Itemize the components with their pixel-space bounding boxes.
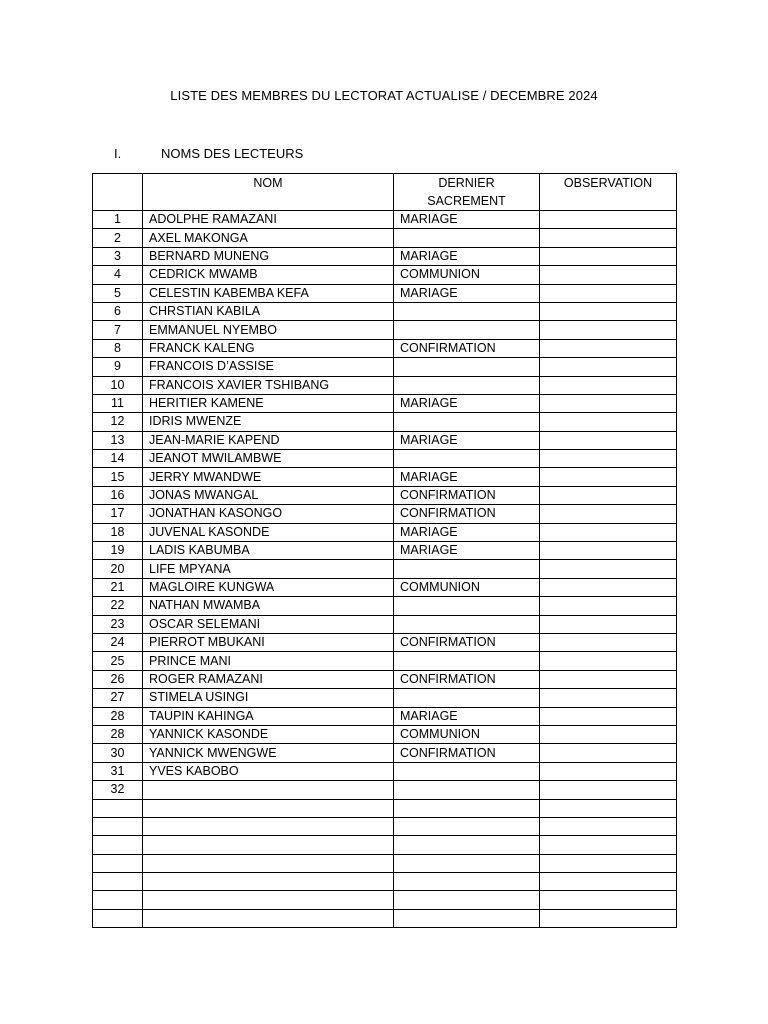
last-sacrament: CONFIRMATION (394, 744, 540, 762)
member-name: LADIS KABUMBA (143, 542, 394, 560)
member-name: STIMELA USINGI (143, 689, 394, 707)
table-row (93, 542, 677, 560)
table-row (93, 358, 677, 376)
observation (540, 909, 677, 927)
row-number: 20 (93, 560, 143, 578)
observation (540, 431, 677, 449)
member-name (143, 817, 394, 835)
page-title: LISTE DES MEMBRES DU LECTORAT ACTUALISE / DECEMBRE 2024 (170, 88, 598, 103)
last-sacrament: MARIAGE (394, 247, 540, 265)
row-number: 27 (93, 689, 143, 707)
observation (540, 266, 677, 284)
row-number: 26 (93, 670, 143, 688)
last-sacrament (394, 762, 540, 780)
row-number: 31 (93, 762, 143, 780)
last-sacrament: MARIAGE (394, 284, 540, 302)
row-number: 15 (93, 468, 143, 486)
member-name: JEAN-MARIE KAPEND (143, 431, 394, 449)
member-name (143, 836, 394, 854)
member-name: JONAS MWANGAL (143, 486, 394, 504)
row-number: 16 (93, 486, 143, 504)
table-row (93, 873, 677, 891)
observation (540, 707, 677, 725)
member-name (143, 854, 394, 872)
row-number: 11 (93, 394, 143, 412)
observation (540, 891, 677, 909)
table-row (93, 781, 677, 799)
member-name: MAGLOIRE KUNGWA (143, 578, 394, 596)
observation (540, 781, 677, 799)
table-row (93, 247, 677, 265)
last-sacrament (394, 891, 540, 909)
member-name: JUVENAL KASONDE (143, 523, 394, 541)
table-row (93, 909, 677, 927)
member-name: JEANOT MWILAMBWE (143, 450, 394, 468)
row-number (93, 909, 143, 927)
table-row (93, 468, 677, 486)
table-body (93, 211, 677, 928)
table-row (93, 560, 677, 578)
observation (540, 339, 677, 357)
table-row (93, 229, 677, 247)
last-sacrament: CONFIRMATION (394, 505, 540, 523)
row-number: 2 (93, 229, 143, 247)
last-sacrament (394, 817, 540, 835)
last-sacrament: CONFIRMATION (394, 339, 540, 357)
last-sacrament: COMMUNION (394, 578, 540, 596)
observation (540, 873, 677, 891)
row-number (93, 854, 143, 872)
observation (540, 247, 677, 265)
last-sacrament (394, 799, 540, 817)
row-number: 5 (93, 284, 143, 302)
row-number: 32 (93, 781, 143, 799)
last-sacrament (394, 321, 540, 339)
member-name: ADOLPHE RAMAZANI (143, 211, 394, 229)
member-name: PRINCE MANI (143, 652, 394, 670)
observation (540, 542, 677, 560)
row-number: 6 (93, 302, 143, 320)
row-number: 13 (93, 431, 143, 449)
observation (540, 744, 677, 762)
member-name (143, 873, 394, 891)
member-name: YVES KABOBO (143, 762, 394, 780)
table-row (93, 413, 677, 431)
last-sacrament: CONFIRMATION (394, 670, 540, 688)
table-row (93, 266, 677, 284)
observation (540, 615, 677, 633)
observation (540, 376, 677, 394)
observation (540, 302, 677, 320)
last-sacrament (394, 836, 540, 854)
row-number: 3 (93, 247, 143, 265)
member-name: IDRIS MWENZE (143, 413, 394, 431)
member-name (143, 799, 394, 817)
last-sacrament: MARIAGE (394, 468, 540, 486)
row-number: 9 (93, 358, 143, 376)
row-number: 18 (93, 523, 143, 541)
last-sacrament (394, 873, 540, 891)
last-sacrament: CONFIRMATION (394, 633, 540, 651)
observation (540, 284, 677, 302)
observation (540, 560, 677, 578)
last-sacrament: MARIAGE (394, 707, 540, 725)
last-sacrament: MARIAGE (394, 211, 540, 229)
header-name: NOM (143, 174, 394, 211)
observation (540, 799, 677, 817)
row-number (93, 891, 143, 909)
member-name: EMMANUEL NYEMBO (143, 321, 394, 339)
observation (540, 578, 677, 596)
last-sacrament: MARIAGE (394, 523, 540, 541)
member-name (143, 891, 394, 909)
observation (540, 468, 677, 486)
observation (540, 413, 677, 431)
section-number: I. (114, 146, 122, 161)
member-name: OSCAR SELEMANI (143, 615, 394, 633)
member-name: JONATHAN KASONGO (143, 505, 394, 523)
row-number: 30 (93, 744, 143, 762)
row-number: 1 (93, 211, 143, 229)
observation (540, 505, 677, 523)
table-row (93, 450, 677, 468)
table-row (93, 211, 677, 229)
table-row (93, 762, 677, 780)
last-sacrament (394, 781, 540, 799)
member-name (143, 781, 394, 799)
member-name: ROGER RAMAZANI (143, 670, 394, 688)
last-sacrament (394, 909, 540, 927)
observation (540, 523, 677, 541)
last-sacrament (394, 376, 540, 394)
observation (540, 211, 677, 229)
table-row (93, 376, 677, 394)
row-number: 22 (93, 597, 143, 615)
row-number: 17 (93, 505, 143, 523)
last-sacrament (394, 652, 540, 670)
last-sacrament: MARIAGE (394, 394, 540, 412)
row-number: 12 (93, 413, 143, 431)
observation (540, 597, 677, 615)
row-number: 21 (93, 578, 143, 596)
observation (540, 394, 677, 412)
table-row (93, 689, 677, 707)
section-title: NOMS DES LECTEURS (161, 146, 304, 161)
row-number: 8 (93, 339, 143, 357)
row-number: 19 (93, 542, 143, 560)
table-row (93, 431, 677, 449)
row-number: 23 (93, 615, 143, 633)
row-number: 14 (93, 450, 143, 468)
table-row (93, 486, 677, 504)
table-header-row (93, 174, 677, 211)
header-sacrament: DERNIER SACREMENT (394, 174, 540, 211)
table-row (93, 854, 677, 872)
last-sacrament (394, 302, 540, 320)
row-number (93, 817, 143, 835)
observation (540, 321, 677, 339)
row-number: 24 (93, 633, 143, 651)
table-row (93, 505, 677, 523)
row-number (93, 836, 143, 854)
member-name: LIFE MPYANA (143, 560, 394, 578)
last-sacrament (394, 229, 540, 247)
member-name: AXEL MAKONGA (143, 229, 394, 247)
member-name: CHRSTIAN KABILA (143, 302, 394, 320)
table-row (93, 339, 677, 357)
table-row (93, 744, 677, 762)
member-name: FRANCK KALENG (143, 339, 394, 357)
member-name: BERNARD MUNENG (143, 247, 394, 265)
member-name: PIERROT MBUKANI (143, 633, 394, 651)
last-sacrament: MARIAGE (394, 542, 540, 560)
row-number: 28 (93, 707, 143, 725)
members-table (92, 173, 677, 928)
table-row (93, 321, 677, 339)
table-row (93, 615, 677, 633)
last-sacrament: COMMUNION (394, 266, 540, 284)
table-row (93, 578, 677, 596)
row-number: 7 (93, 321, 143, 339)
member-name: NATHAN MWAMBA (143, 597, 394, 615)
observation (540, 450, 677, 468)
member-name: YANNICK MWENGWE (143, 744, 394, 762)
last-sacrament (394, 615, 540, 633)
last-sacrament (394, 597, 540, 615)
last-sacrament (394, 413, 540, 431)
table-row (93, 633, 677, 651)
observation (540, 670, 677, 688)
header-observation: OBSERVATION (540, 174, 677, 211)
member-name (143, 909, 394, 927)
member-name: HERITIER KAMENE (143, 394, 394, 412)
observation (540, 229, 677, 247)
observation (540, 486, 677, 504)
table-row (93, 394, 677, 412)
row-number (93, 873, 143, 891)
last-sacrament: CONFIRMATION (394, 486, 540, 504)
table-row (93, 652, 677, 670)
member-name: FRANCOIS XAVIER TSHIBANG (143, 376, 394, 394)
row-number: 4 (93, 266, 143, 284)
table-row (93, 597, 677, 615)
row-number: 10 (93, 376, 143, 394)
row-number (93, 799, 143, 817)
observation (540, 633, 677, 651)
table-row (93, 284, 677, 302)
table-row (93, 891, 677, 909)
last-sacrament (394, 689, 540, 707)
member-name: FRANCOIS D’ASSISE (143, 358, 394, 376)
member-name: CEDRICK MWAMB (143, 266, 394, 284)
table-row (93, 836, 677, 854)
last-sacrament (394, 450, 540, 468)
member-name: CELESTIN KABEMBA KEFA (143, 284, 394, 302)
table-row (93, 799, 677, 817)
row-number: 25 (93, 652, 143, 670)
member-name: TAUPIN KAHINGA (143, 707, 394, 725)
observation (540, 652, 677, 670)
last-sacrament (394, 358, 540, 376)
observation (540, 689, 677, 707)
table-row (93, 523, 677, 541)
header-number (93, 174, 143, 211)
observation (540, 836, 677, 854)
table-row (93, 725, 677, 743)
table-row (93, 817, 677, 835)
table-row (93, 707, 677, 725)
table-row (93, 670, 677, 688)
observation (540, 762, 677, 780)
last-sacrament: MARIAGE (394, 431, 540, 449)
member-name: YANNICK KASONDE (143, 725, 394, 743)
row-number: 28 (93, 725, 143, 743)
observation (540, 358, 677, 376)
table-row (93, 302, 677, 320)
observation (540, 854, 677, 872)
member-name: JERRY MWANDWE (143, 468, 394, 486)
section-heading (114, 146, 303, 161)
observation (540, 817, 677, 835)
last-sacrament (394, 560, 540, 578)
last-sacrament: COMMUNION (394, 725, 540, 743)
observation (540, 725, 677, 743)
last-sacrament (394, 854, 540, 872)
